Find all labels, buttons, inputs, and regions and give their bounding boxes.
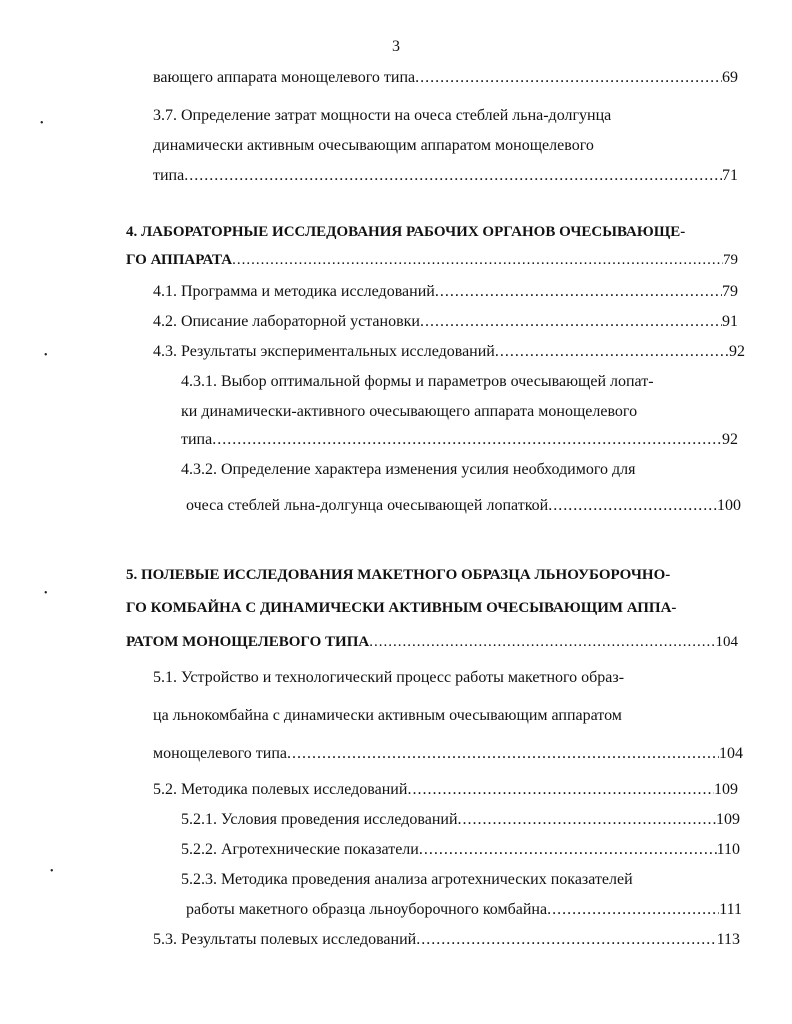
- toc-entry-line: ки динамически-активного очесывающего аппарата монощелевого: [181, 403, 638, 420]
- margin-mark: •: [44, 588, 48, 599]
- toc-page-number: 69: [722, 69, 738, 86]
- toc-entry-title: вающего аппарата монощелевого типа: [153, 69, 416, 86]
- toc-page-number: 104: [719, 745, 743, 762]
- toc-leader-dots: [416, 930, 716, 950]
- toc-page-number: 109: [714, 781, 738, 798]
- toc-entry-line: ца льнокомбайна с динамически активным очесывающим аппаратом: [153, 707, 622, 724]
- toc-entry: [153, 930, 740, 950]
- toc-entry-line: 5.2.3. Методика проведения анализа агротехнических показателей: [181, 871, 633, 888]
- toc-leader-dots: [458, 810, 716, 830]
- toc-entry-line: 4.3.1. Выбор оптимальной формы и параметров очесывающей лопат-: [181, 373, 654, 390]
- toc-leader-dots: [369, 632, 715, 652]
- toc-leader-dots: [495, 342, 729, 362]
- toc-page-number: 91: [722, 313, 738, 330]
- toc-entry-line: динамически активным очесывающим аппаратом монощелевого: [153, 137, 594, 154]
- toc-page-number: 113: [716, 931, 740, 948]
- chapter-heading-line: 5. ПОЛЕВЫЕ ИССЛЕДОВАНИЯ МАКЕТНОГО ОБРАЗЦА ЛЬНОУБОРОЧНО-: [126, 567, 671, 583]
- toc-entry: [153, 68, 738, 88]
- toc-entry: [126, 250, 738, 270]
- toc-page-number: 79: [722, 283, 738, 300]
- toc-entry: [126, 632, 738, 652]
- toc-entry-title: монощелевого типа: [153, 745, 288, 762]
- toc-entry-title: 5.2.1. Условия проведения исследований: [181, 811, 458, 828]
- toc-leader-dots: [420, 312, 722, 332]
- toc-entry-line: 4.3.2. Определение характера изменения усилия необходимого для: [181, 461, 636, 478]
- toc-page-number: 92: [729, 343, 745, 360]
- toc-entry: [181, 840, 740, 860]
- toc-page-number: 79: [723, 252, 738, 268]
- toc-page-number: 71: [722, 167, 738, 184]
- margin-mark: •: [40, 118, 44, 129]
- toc-entry-line: 3.7. Определение затрат мощности на очеса стеблей льна-долгунца: [153, 107, 612, 124]
- toc-entry-title: очеса стеблей льна-долгунца очесывающей лопаткой: [186, 497, 549, 514]
- page-number: 3: [392, 38, 400, 55]
- toc-entry: [153, 282, 738, 302]
- toc-leader-dots: [287, 744, 719, 764]
- toc-entry-title: ГО АППАРАТА: [126, 252, 233, 268]
- toc-page-number: 109: [716, 811, 740, 828]
- toc-entry-title: 5.2.2. Агротехнические показатели: [181, 841, 419, 858]
- toc-leader-dots: [184, 166, 722, 186]
- margin-mark: •: [44, 350, 48, 361]
- toc-leader-dots: [212, 430, 722, 450]
- toc-entry-title: 4.1. Программа и методика исследований: [153, 283, 435, 300]
- toc-entry: [181, 810, 740, 830]
- toc-page-number: 110: [716, 841, 740, 858]
- toc-entry: [153, 744, 743, 764]
- toc-entry-title: 4.3. Результаты экспериментальных исследований: [153, 343, 495, 360]
- toc-entry-title: 5.3. Результаты полевых исследований: [153, 931, 417, 948]
- toc-leader-dots: [232, 250, 723, 270]
- toc-entry: [186, 496, 741, 516]
- toc-entry-title: РАТОМ МОНОЩЕЛЕВОГО ТИПА: [126, 634, 370, 650]
- toc-leader-dots: [419, 840, 717, 860]
- toc-page-number: 111: [719, 901, 742, 918]
- toc-page-number: 100: [717, 497, 741, 514]
- margin-mark: •: [50, 866, 54, 877]
- toc-entry: [181, 430, 738, 450]
- toc-leader-dots: [548, 496, 717, 516]
- toc-leader-dots: [435, 282, 722, 302]
- toc-entry-title: 4.2. Описание лабораторной установки: [153, 313, 420, 330]
- toc-entry-line: 5.1. Устройство и технологический процесс работы макетного образ-: [153, 669, 625, 686]
- toc-entry: [153, 780, 738, 800]
- toc-entry: [153, 166, 738, 186]
- toc-entry-title: работы макетного образца льноуборочного комбайна: [186, 901, 548, 918]
- chapter-heading-line: ГО КОМБАЙНА С ДИНАМИЧЕСКИ АКТИВНЫМ ОЧЕСЫВАЮЩИМ АППА-: [126, 600, 677, 616]
- toc-page-number: 104: [715, 634, 738, 650]
- toc-entry: [153, 312, 738, 332]
- toc-leader-dots: [407, 780, 714, 800]
- toc-entry: [186, 900, 742, 920]
- toc-entry: [153, 342, 745, 362]
- toc-leader-dots: [547, 900, 719, 920]
- toc-leader-dots: [415, 68, 722, 88]
- toc-entry-title: 5.2. Методика полевых исследований: [153, 781, 408, 798]
- toc-entry-title: типа: [153, 167, 185, 184]
- chapter-heading-line: 4. ЛАБОРАТОРНЫЕ ИССЛЕДОВАНИЯ РАБОЧИХ ОРГАНОВ ОЧЕСЫВАЮЩЕ-: [126, 224, 686, 240]
- toc-entry-title: типа: [181, 431, 213, 448]
- toc-page-number: 92: [722, 431, 738, 448]
